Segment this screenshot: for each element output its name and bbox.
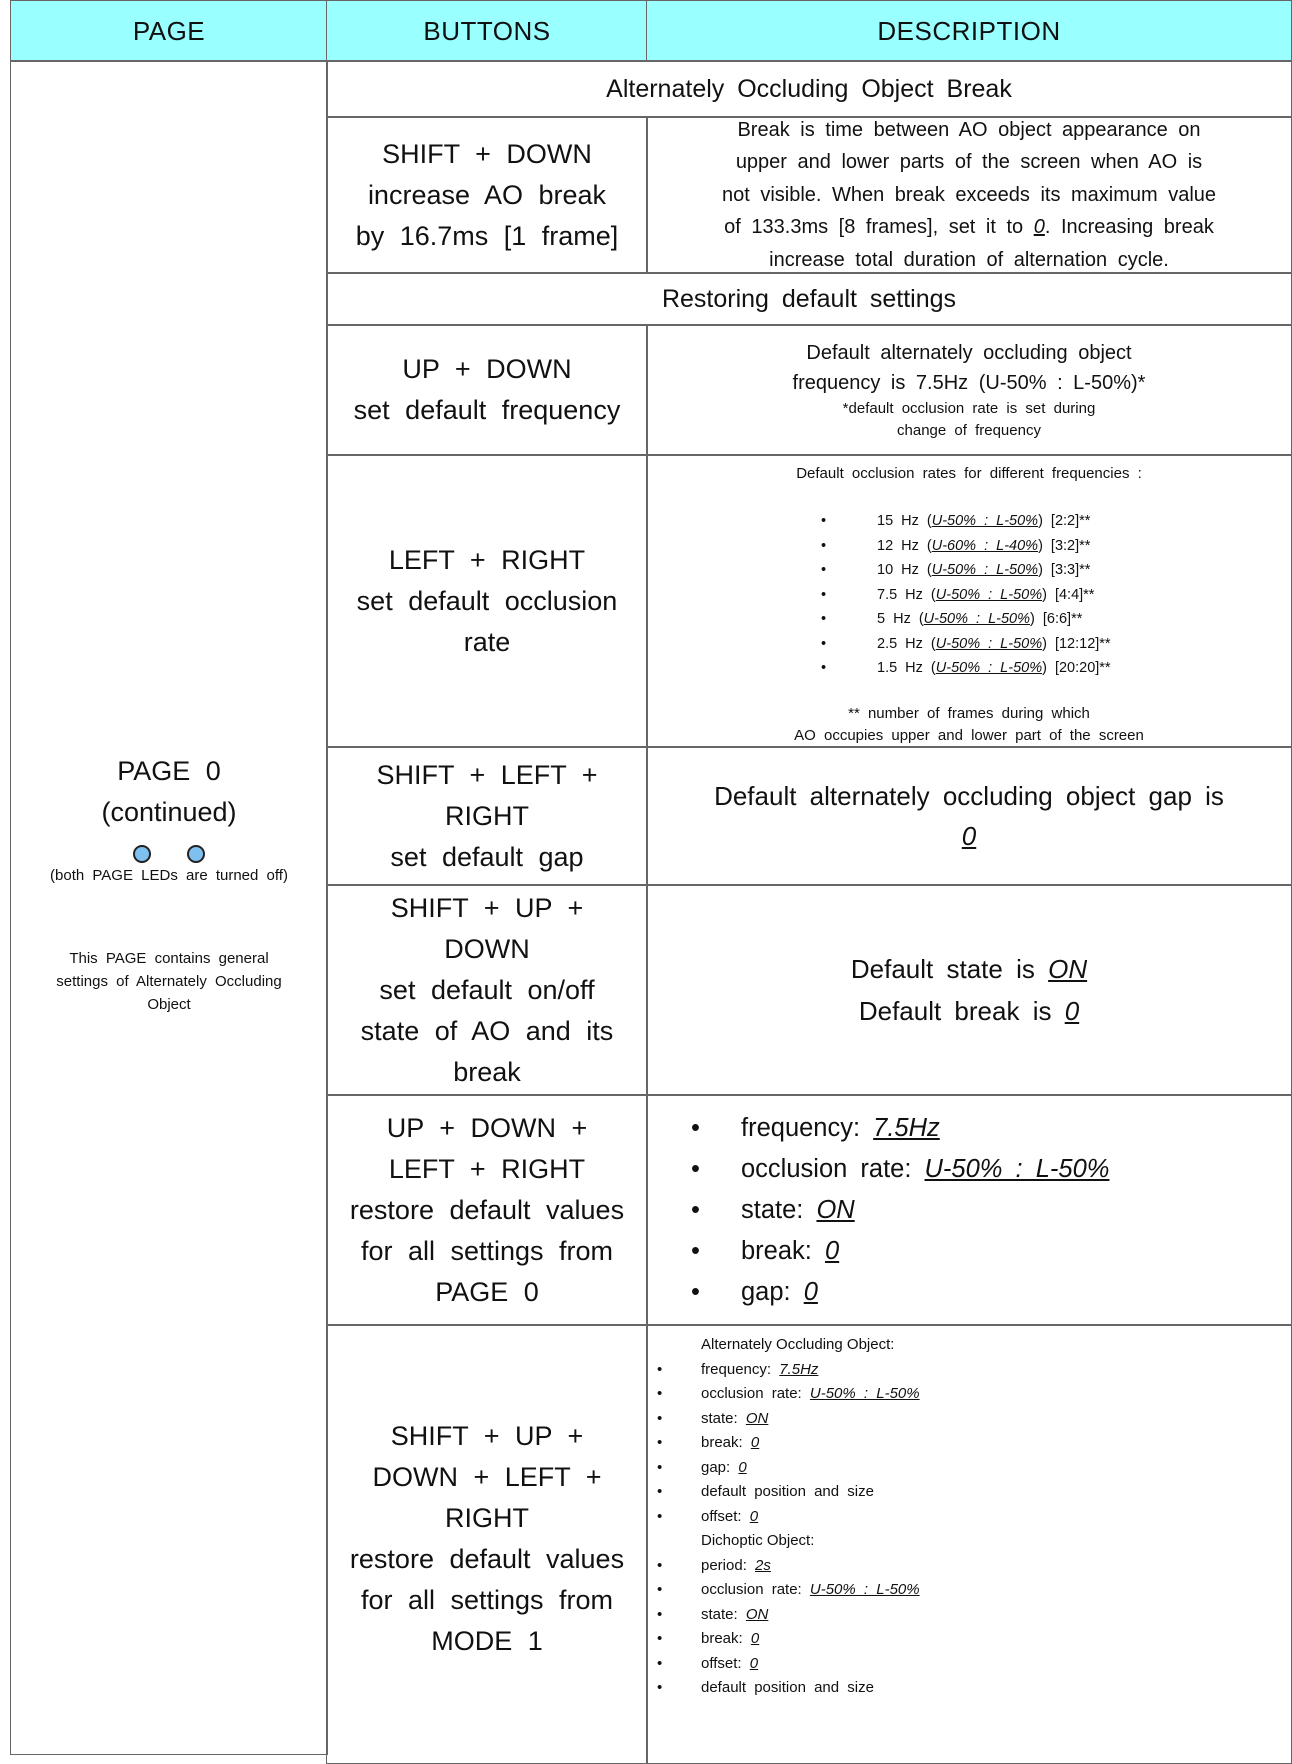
button-action: set default on/off: [379, 974, 595, 1005]
button-combo: RIGHT: [445, 800, 529, 831]
page-continued: (continued): [101, 797, 237, 827]
value-gap: 0: [961, 821, 977, 851]
mode1-default-item: [647, 1652, 1291, 1677]
buttons-break: [326, 116, 648, 274]
mode1-do-title: Dichoptic Object:: [701, 1532, 815, 1549]
default-value: ON: [745, 1409, 769, 1427]
item-frames: ) [3:3]**: [1038, 562, 1091, 578]
default-label: frequency:: [741, 1113, 874, 1142]
desc-line: upper and lower parts of the screen when AO is: [735, 151, 1203, 174]
default-value: 2s: [755, 1556, 771, 1574]
buttons-page0: [326, 1094, 648, 1326]
button-action: break: [453, 1056, 521, 1087]
buttons-gap: [326, 746, 648, 886]
mode1-default-item: [647, 1407, 1291, 1432]
default-value: U-50% : L-50%: [809, 1385, 920, 1402]
button-action: restore default values: [349, 1194, 625, 1225]
item-rate: U-50% : L-50%: [923, 611, 1030, 627]
led-indicators: [11, 845, 327, 863]
button-action: increase AO break: [367, 179, 607, 210]
button-combo: LEFT + RIGHT: [388, 544, 586, 575]
button-combo: LEFT + RIGHT: [388, 1153, 586, 1184]
section-restore: [326, 272, 1292, 326]
buttons-mode1: [326, 1324, 648, 1764]
item-frequency: 15 Hz (: [877, 513, 932, 529]
button-action: set default frequency: [353, 395, 621, 425]
default-value: 0: [824, 1236, 840, 1265]
page0-defaults-list: [691, 1108, 1109, 1313]
header-buttons: [326, 0, 648, 62]
default-value: U-50% : L-50%: [924, 1154, 1110, 1183]
default-label: break:: [701, 1434, 751, 1451]
desc-note: change of frequency: [897, 422, 1041, 439]
default-label: offset:: [701, 1507, 750, 1525]
default-label: period:: [701, 1556, 756, 1574]
default-label: offset:: [701, 1654, 750, 1672]
mode1-default-item: [647, 1505, 1291, 1530]
default-label: default position and size: [701, 1679, 874, 1696]
mode1-default-item: [647, 1627, 1291, 1652]
button-combo: DOWN + LEFT +: [372, 1462, 602, 1492]
section-ao-break: [326, 60, 1292, 118]
mode1-default-item: [647, 1456, 1291, 1481]
default-item: [691, 1272, 1109, 1313]
desc-mode1: [646, 1324, 1292, 1764]
item-frequency: 1.5 Hz (: [877, 660, 936, 676]
default-item: [691, 1108, 1109, 1149]
default-value: 7.5Hz: [873, 1113, 940, 1142]
value-break-max: 0: [1033, 216, 1045, 239]
page-info-line: This PAGE contains general: [69, 950, 269, 967]
default-value: 7.5Hz: [779, 1360, 819, 1378]
button-combo: RIGHT: [445, 1503, 529, 1533]
default-label: break:: [741, 1236, 825, 1265]
desc-state: [646, 884, 1292, 1096]
occlusion-rate-item: [821, 607, 1111, 632]
desc-line: Default alternately occluding object: [806, 342, 1132, 364]
desc-line: frequency is 7.5Hz (U-50% : L-50%)*: [792, 372, 1146, 394]
button-action: set default gap: [390, 841, 584, 872]
desc-text: Default break is: [858, 996, 1065, 1026]
occlusion-rate-item: [821, 558, 1111, 583]
led-icon: [133, 845, 151, 863]
default-item: [691, 1190, 1109, 1231]
desc-text: Default state is: [850, 954, 1049, 984]
default-value: 0: [749, 1654, 759, 1672]
mode1-default-item: [647, 1676, 1291, 1701]
default-value: ON: [816, 1195, 855, 1224]
item-frames: ) [2:2]**: [1038, 513, 1091, 529]
desc-gap: [646, 746, 1292, 886]
default-value: 0: [738, 1458, 747, 1476]
default-label: gap:: [741, 1277, 804, 1306]
item-rate: U-50% : L-50%: [935, 660, 1043, 676]
button-combo: UP + DOWN +: [386, 1112, 588, 1143]
header-description: [646, 0, 1292, 62]
default-value: ON: [745, 1605, 769, 1623]
mode1-default-item: [647, 1554, 1291, 1579]
item-frequency: 5 Hz (: [877, 611, 924, 627]
button-action: state of AO and its: [360, 1015, 614, 1046]
item-rate: U-50% : L-50%: [931, 513, 1039, 529]
mode1-default-item: [647, 1358, 1291, 1383]
buttons-occlusion: [326, 454, 648, 748]
default-label: occlusion rate:: [701, 1385, 810, 1402]
default-value: 0: [803, 1277, 818, 1306]
desc-page0: [646, 1094, 1292, 1326]
page-info-line: settings of Alternately Occluding: [56, 973, 282, 990]
item-rate: U-50% : L-50%: [935, 586, 1043, 603]
page-cell: [10, 60, 328, 1755]
desc-line: [851, 948, 1087, 990]
desc-footnote: AO occupies upper and lower part of the screen: [794, 726, 1144, 744]
buttons-state: [326, 884, 648, 1096]
item-frequency: 7.5 Hz (: [877, 586, 936, 603]
desc-intro: Default occlusion rates for different frequencies :: [796, 465, 1142, 482]
desc-frequency: [646, 324, 1292, 456]
default-label: break:: [701, 1630, 751, 1647]
item-frames: ) [12:12]**: [1042, 635, 1111, 652]
occlusion-rate-item: [821, 509, 1111, 534]
button-action: restore default values: [349, 1544, 625, 1574]
item-frames: ) [3:2]**: [1038, 537, 1091, 554]
default-value: 0: [749, 1507, 759, 1525]
mode1-ao-title: Alternately Occluding Object:: [701, 1336, 895, 1353]
reference-table: [10, 0, 1292, 1755]
button-combo: UP + DOWN: [402, 354, 572, 384]
desc-text: of 133.3ms [8 frames], set it to: [724, 216, 1034, 239]
default-value: U-50% : L-50%: [809, 1581, 920, 1598]
occlusion-rate-list: [821, 509, 1111, 681]
mode1-default-item: [647, 1578, 1291, 1603]
mode1-default-item: [647, 1480, 1291, 1505]
button-combo: SHIFT + LEFT +: [376, 759, 598, 790]
occlusion-rate-item: [821, 583, 1111, 608]
default-label: occlusion rate:: [701, 1581, 810, 1598]
desc-break: [646, 116, 1292, 274]
led-note: (both PAGE LEDs are turned off): [50, 867, 288, 884]
led-icon: [187, 845, 205, 863]
item-rate: U-50% : L-50%: [931, 562, 1039, 578]
value-state: ON: [1048, 954, 1088, 984]
button-action: MODE 1: [431, 1626, 543, 1656]
button-combo: SHIFT + UP +: [390, 892, 584, 923]
default-label: default position and size: [701, 1483, 874, 1500]
mode1-default-item: [647, 1382, 1291, 1407]
default-label: state:: [701, 1605, 746, 1623]
desc-line: Default alternately occluding object gap is: [714, 781, 1224, 811]
desc-line: not visible. When break exceeds its maximum value: [721, 183, 1217, 206]
desc-footnote: ** number of frames during which: [848, 704, 1090, 722]
mode1-default-item: [647, 1603, 1291, 1628]
header-buttons-label: BUTTONS: [423, 15, 551, 46]
default-value: 0: [750, 1434, 760, 1451]
button-action: PAGE 0: [435, 1276, 539, 1307]
button-action: rate: [463, 626, 511, 657]
header-description-label: DESCRIPTION: [877, 15, 1061, 46]
default-label: gap:: [701, 1458, 739, 1476]
value-break: 0: [1064, 996, 1080, 1026]
page-info-line: Object: [147, 996, 191, 1013]
default-label: state:: [701, 1409, 746, 1427]
desc-note: *default occlusion rate is set during: [842, 400, 1096, 417]
item-rate: U-50% : L-50%: [935, 635, 1043, 652]
desc-occlusion: [646, 454, 1292, 748]
default-label: state:: [741, 1195, 817, 1224]
mode1-ao-list: [647, 1358, 1291, 1530]
item-frequency: 2.5 Hz (: [877, 635, 936, 652]
mode1-do-list: [647, 1554, 1291, 1701]
button-action: for all settings from: [360, 1585, 614, 1615]
desc-line: increase total duration of alternation cycle.: [769, 248, 1169, 271]
header-page-label: PAGE: [132, 15, 206, 46]
button-combo: DOWN: [444, 933, 530, 964]
default-value: 0: [750, 1630, 760, 1647]
button-combo: SHIFT + UP +: [390, 1421, 584, 1451]
button-action: set default occlusion: [356, 585, 618, 616]
occlusion-rate-item: [821, 632, 1111, 657]
button-action: for all settings from: [360, 1235, 614, 1266]
desc-text: . Increasing break: [1044, 216, 1214, 239]
desc-line: [724, 211, 1214, 244]
default-label: frequency:: [701, 1360, 780, 1378]
button-combo: SHIFT + DOWN: [382, 138, 592, 169]
section-ao-break-title: Alternately Occluding Object Break: [606, 74, 1012, 103]
page-info: [11, 947, 327, 1016]
item-frequency: 12 Hz (: [877, 537, 932, 554]
section-restore-title: Restoring default settings: [661, 284, 957, 313]
occlusion-rate-item: [821, 534, 1111, 559]
default-item: [691, 1231, 1109, 1272]
buttons-frequency: [326, 324, 648, 456]
mode1-default-item: [647, 1431, 1291, 1456]
item-frames: ) [4:4]**: [1042, 586, 1095, 603]
header-page: [10, 0, 328, 62]
button-action: by 16.7ms [1 frame]: [355, 220, 619, 251]
desc-line: Break is time between AO object appearance on: [737, 118, 1201, 141]
default-item: [691, 1149, 1109, 1190]
default-label: occlusion rate:: [741, 1154, 925, 1183]
item-rate: U-60% : L-40%: [931, 537, 1039, 554]
occlusion-rate-item: [821, 656, 1111, 681]
item-frequency: 10 Hz (: [877, 562, 932, 578]
desc-line: [859, 990, 1079, 1032]
page-title: PAGE 0: [117, 756, 221, 786]
item-frames: ) [20:20]**: [1042, 660, 1111, 676]
mode1-defaults: [647, 1333, 1291, 1701]
item-frames: ) [6:6]**: [1030, 611, 1083, 627]
